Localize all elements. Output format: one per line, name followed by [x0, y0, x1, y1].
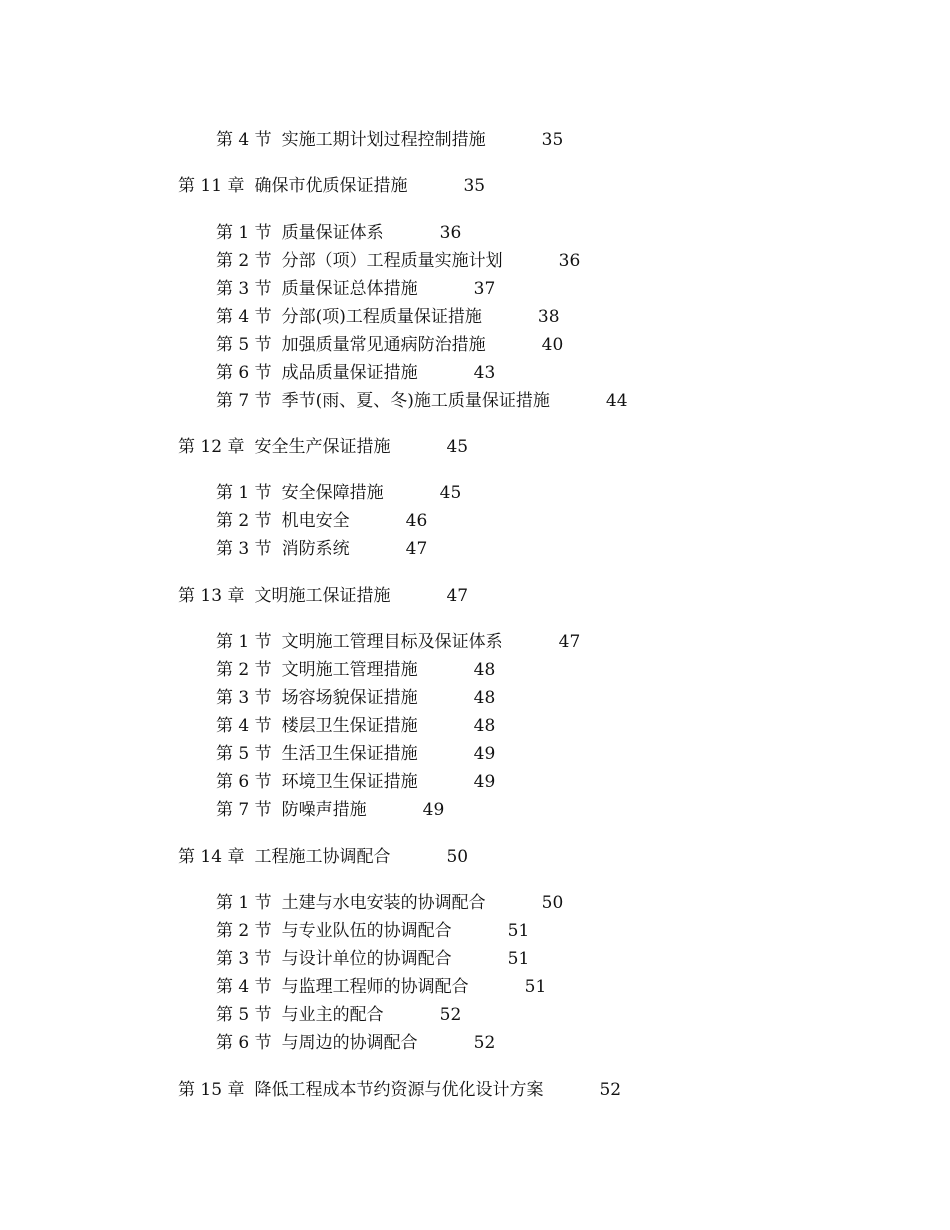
toc-section-entry: [0, 1032, 495, 1054]
toc-section-entry: [0, 222, 461, 244]
toc-entry-title: 文明施工保证措施: [254, 586, 391, 606]
toc-entry-page-number: 47: [446, 586, 469, 606]
toc-entry-number: 第 4 节: [216, 307, 272, 327]
toc-entry-title: 与业主的配合: [281, 1005, 384, 1025]
toc-entry-page-number: 52: [439, 1005, 462, 1025]
toc-entry-title: 与设计单位的协调配合: [281, 949, 452, 969]
toc-entry-number: 第 1 节: [216, 483, 272, 503]
toc-entry-page-number: 50: [446, 847, 469, 867]
toc-entry-title: 分部（项）工程质量实施计划: [281, 251, 503, 271]
toc-section-entry: [0, 510, 427, 532]
toc-entry-page-number: 45: [439, 483, 462, 503]
toc-entry-title: 成品质量保证措施: [281, 363, 418, 383]
toc-entry-page-number: 40: [541, 335, 564, 355]
toc-section-entry: [0, 362, 495, 384]
toc-entry-page-number: 35: [541, 130, 564, 150]
toc-entry-title: 消防系统: [281, 539, 350, 559]
toc-entry-number: 第 15 章: [178, 1080, 245, 1100]
toc-entry-number: 第 1 节: [216, 223, 272, 243]
toc-entry-number: 第 1 节: [216, 632, 272, 652]
toc-entry-title: 降低工程成本节约资源与优化设计方案: [254, 1080, 544, 1100]
toc-entry-number: 第 2 节: [216, 921, 272, 941]
toc-section-entry: [0, 659, 495, 681]
toc-entry-title: 季节(雨、夏、冬)施工质量保证措施: [281, 391, 550, 411]
toc-entry-number: 第 6 节: [216, 1033, 272, 1053]
toc-entry-number: 第 5 节: [216, 1005, 272, 1025]
toc-entry-number: 第 2 节: [216, 660, 272, 680]
toc-entry-page-number: 49: [422, 800, 445, 820]
toc-entry-title: 加强质量常见通病防治措施: [281, 335, 486, 355]
toc-chapter-entry: [0, 585, 468, 607]
toc-entry-title: 与专业队伍的协调配合: [281, 921, 452, 941]
toc-section-entry: [0, 631, 580, 653]
toc-entry-number: 第 12 章: [178, 437, 245, 457]
toc-entry-number: 第 14 章: [178, 847, 245, 867]
toc-entry-page-number: 52: [599, 1080, 622, 1100]
toc-entry-number: 第 4 节: [216, 716, 272, 736]
toc-entry-number: 第 5 节: [216, 744, 272, 764]
toc-entry-page-number: 35: [463, 176, 486, 196]
toc-entry-title: 质量保证总体措施: [281, 279, 418, 299]
toc-entry-page-number: 49: [473, 772, 496, 792]
toc-entry-title: 文明施工管理措施: [281, 660, 418, 680]
toc-entry-number: 第 6 节: [216, 363, 272, 383]
toc-entry-page-number: 45: [446, 437, 469, 457]
toc-section-entry: [0, 306, 560, 328]
toc-section-entry: [0, 799, 444, 821]
toc-entry-number: 第 7 节: [216, 800, 272, 820]
toc-section-entry: [0, 976, 546, 998]
toc-entry-page-number: 37: [473, 279, 496, 299]
toc-entry-title: 楼层卫生保证措施: [281, 716, 418, 736]
toc-entry-page-number: 52: [473, 1033, 496, 1053]
toc-entry-title: 分部(项)工程质量保证措施: [281, 307, 482, 327]
toc-section-entry: [0, 715, 495, 737]
toc-entry-title: 生活卫生保证措施: [281, 744, 418, 764]
toc-entry-title: 安全生产保证措施: [254, 437, 391, 457]
toc-entry-page-number: 51: [524, 977, 547, 997]
toc-entry-page-number: 43: [473, 363, 496, 383]
toc-section-entry: [0, 278, 495, 300]
toc-chapter-entry: [0, 1079, 621, 1101]
toc-entry-page-number: 47: [405, 539, 428, 559]
toc-entry-title: 土建与水电安装的协调配合: [281, 893, 486, 913]
toc-entry-title: 工程施工协调配合: [254, 847, 391, 867]
toc-entry-title: 环境卫生保证措施: [281, 772, 418, 792]
toc-section-entry: [0, 334, 563, 356]
toc-entry-number: 第 6 节: [216, 772, 272, 792]
toc-entry-number: 第 5 节: [216, 335, 272, 355]
toc-entry-title: 与监理工程师的协调配合: [281, 977, 469, 997]
toc-entry-number: 第 2 节: [216, 251, 272, 271]
toc-chapter-entry: [0, 436, 468, 458]
toc-section-entry: [0, 250, 580, 272]
toc-entry-page-number: 48: [473, 660, 496, 680]
toc-section-entry: [0, 743, 495, 765]
toc-entry-title: 确保市优质保证措施: [254, 176, 408, 196]
toc-entry-page-number: 49: [473, 744, 496, 764]
toc-entry-number: 第 4 节: [216, 130, 272, 150]
toc-entry-page-number: 44: [605, 391, 628, 411]
toc-entry-title: 与周边的协调配合: [281, 1033, 418, 1053]
toc-section-entry: [0, 771, 495, 793]
toc-section-entry: [0, 482, 461, 504]
toc-entry-title: 场容场貌保证措施: [281, 688, 418, 708]
toc-entry-page-number: 51: [507, 921, 530, 941]
toc-entry-number: 第 11 章: [178, 176, 245, 196]
toc-entry-title: 安全保障措施: [281, 483, 384, 503]
toc-entry-page-number: 51: [507, 949, 530, 969]
toc-entry-page-number: 38: [537, 307, 560, 327]
toc-entry-number: 第 13 章: [178, 586, 245, 606]
toc-section-entry: [0, 1004, 461, 1026]
toc-section-entry: [0, 892, 563, 914]
toc-entry-page-number: 50: [541, 893, 564, 913]
toc-chapter-entry: [0, 846, 468, 868]
toc-entry-number: 第 4 节: [216, 977, 272, 997]
toc-entry-title: 质量保证体系: [281, 223, 384, 243]
toc-entry-title: 实施工期计划过程控制措施: [281, 130, 486, 150]
toc-entry-number: 第 3 节: [216, 539, 272, 559]
toc-entry-title: 文明施工管理目标及保证体系: [281, 632, 503, 652]
toc-entry-page-number: 36: [558, 251, 581, 271]
toc-section-entry: [0, 390, 628, 412]
toc-entry-number: 第 2 节: [216, 511, 272, 531]
toc-section-entry: [0, 538, 427, 560]
toc-entry-page-number: 47: [558, 632, 581, 652]
toc-entry-number: 第 3 节: [216, 688, 272, 708]
toc-chapter-entry: [0, 175, 485, 197]
toc-entry-number: 第 1 节: [216, 893, 272, 913]
toc-entry-number: 第 3 节: [216, 949, 272, 969]
toc-section-entry: [0, 920, 529, 942]
toc-section-entry: [0, 948, 529, 970]
toc-section-entry: [0, 687, 495, 709]
toc-entry-number: 第 7 节: [216, 391, 272, 411]
toc-entry-page-number: 48: [473, 716, 496, 736]
toc-entry-page-number: 36: [439, 223, 462, 243]
toc-entry-page-number: 48: [473, 688, 496, 708]
toc-entry-title: 机电安全: [281, 511, 350, 531]
toc-entry-title: 防噪声措施: [281, 800, 367, 820]
toc-entry-number: 第 3 节: [216, 279, 272, 299]
toc-entry-page-number: 46: [405, 511, 428, 531]
toc-section-entry: [0, 129, 563, 151]
